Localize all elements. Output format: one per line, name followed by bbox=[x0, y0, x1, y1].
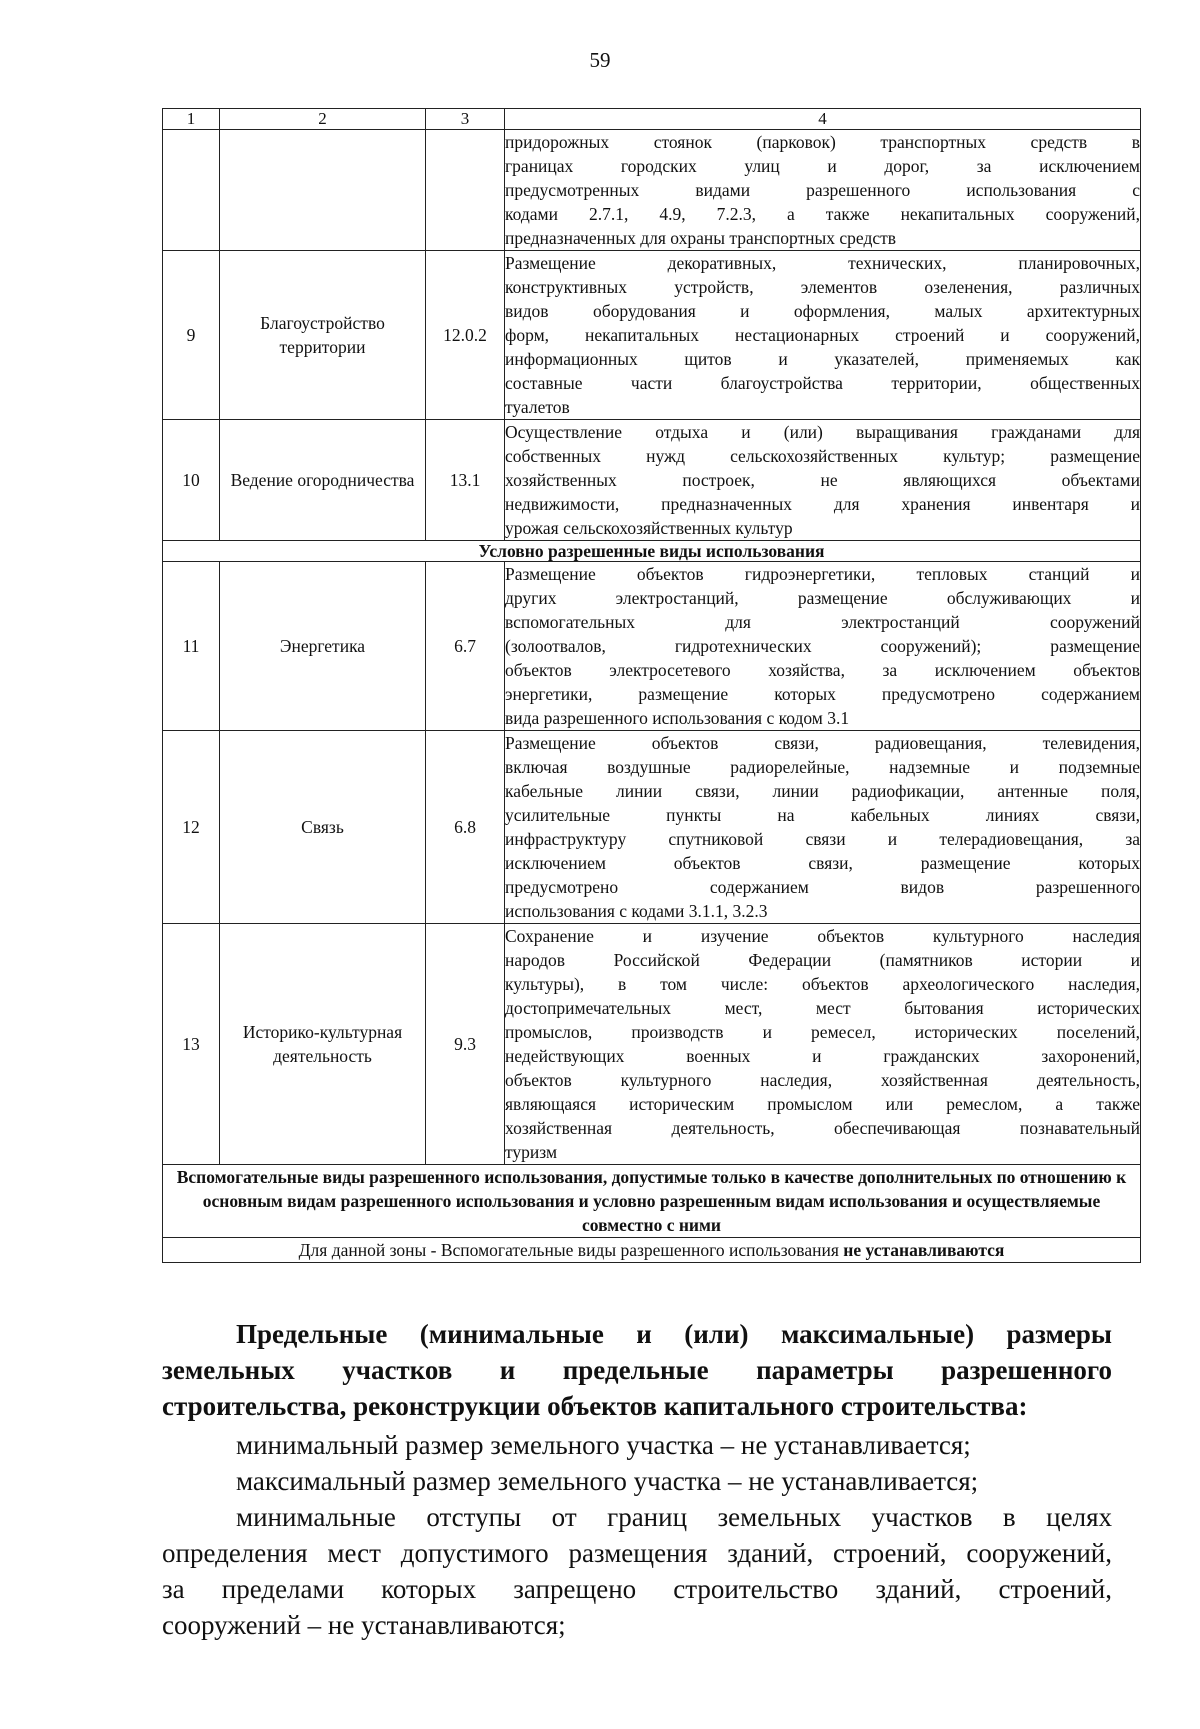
land-use-name: Благоустройство территории bbox=[220, 251, 426, 420]
description-line: видов оборудования и оформления, малых архитектурных bbox=[505, 301, 1140, 321]
setbacks-paragraph bbox=[162, 1499, 1112, 1643]
land-use-code: 9.3 bbox=[426, 924, 505, 1165]
note-row bbox=[163, 1238, 1141, 1263]
text-line: сооружений – не устанавливаются; bbox=[162, 1610, 566, 1640]
land-use-code: 12.0.2 bbox=[426, 251, 505, 420]
description-line: собственных нужд сельскохозяйственных культур; размещение bbox=[505, 446, 1140, 466]
description-line: предусмотрено содержанием видов разрешенного bbox=[505, 877, 1140, 897]
description-line: других электростанций, размещение обслуживающих и bbox=[505, 588, 1140, 608]
description-line: придорожных стоянок (парковок) транспортных средств в bbox=[505, 132, 1140, 152]
max-size-paragraph: максимальный размер земельного участка – не устанавливается; bbox=[236, 1466, 979, 1496]
description-line: хозяйственная деятельность, обеспечивающая познавательный bbox=[505, 1118, 1140, 1138]
land-use-description bbox=[505, 924, 1141, 1165]
table-row bbox=[163, 562, 1141, 731]
header-cell: 3 bbox=[426, 109, 505, 130]
land-use-code bbox=[426, 130, 505, 251]
land-use-description bbox=[505, 130, 1141, 251]
text-line: земельных участков и предельные параметры разрешенного bbox=[162, 1355, 1112, 1385]
min-size-paragraph: минимальный размер земельного участка – не устанавливается; bbox=[236, 1430, 971, 1460]
table-row bbox=[163, 251, 1141, 420]
description-line: кабельные линии связи, линии радиофикации, антенные поля, bbox=[505, 781, 1140, 801]
description-line: исключением объектов связи, размещение которых bbox=[505, 853, 1140, 873]
row-number: 12 bbox=[163, 731, 220, 924]
land-use-code: 13.1 bbox=[426, 420, 505, 541]
description-line: промыслов, производств и ремесел, исторических поселений, bbox=[505, 1022, 1140, 1042]
land-use-description bbox=[505, 420, 1141, 541]
description-line: инфраструктуру спутниковой связи и телерадиовещания, за bbox=[505, 829, 1140, 849]
text-line: за пределами которых запрещено строительство зданий, строений, bbox=[162, 1574, 1112, 1604]
text-line: определения мест допустимого размещения зданий, строений, сооружений, bbox=[162, 1538, 1112, 1568]
land-use-name: Ведение огородничества bbox=[220, 420, 426, 541]
description-line: недействующих военных и гражданских захоронений, bbox=[505, 1046, 1140, 1066]
table-row bbox=[163, 130, 1141, 251]
text-line: строительства, реконструкции объектов капитального строительства: bbox=[162, 1391, 1028, 1421]
description-line: народов Российской Федерации (памятников истории и bbox=[505, 950, 1140, 970]
table-body-conditional bbox=[163, 562, 1141, 1165]
row-number: 10 bbox=[163, 420, 220, 541]
description-line: недвижимости, предназначенных для хранения инвентаря и bbox=[505, 494, 1140, 514]
header-cell: 1 bbox=[163, 109, 220, 130]
table-body-main bbox=[163, 130, 1141, 541]
description-line: объектов электросетевого хозяйства, за исключением объектов bbox=[505, 660, 1140, 680]
description-line: (золоотвалов, гидротехнических сооружений); размещение bbox=[505, 636, 1140, 656]
land-use-code: 6.7 bbox=[426, 562, 505, 731]
header-cell: 4 bbox=[505, 109, 1141, 130]
description-line: вида разрешенного использования с кодом 3.1 bbox=[505, 708, 850, 728]
description-line: туризм bbox=[505, 1142, 558, 1162]
description-line: Осуществление отдыха и (или) выращивания гражданами для bbox=[505, 422, 1140, 442]
description-line: кодами 2.7.1, 4.9, 7.2.3, а также некапитальных сооружений, bbox=[505, 204, 1140, 224]
land-use-name bbox=[220, 130, 426, 251]
description-line: составные части благоустройства территории, общественных bbox=[505, 373, 1140, 393]
description-line: урожая сельскохозяйственных культур bbox=[505, 518, 793, 538]
description-line: являющаяся историческим промыслом или ремеслом, а также bbox=[505, 1094, 1140, 1114]
description-line: культуры), в том числе: объектов археологического наследия, bbox=[505, 974, 1140, 994]
description-line: предусмотренных видами разрешенного использования с bbox=[505, 180, 1140, 200]
table-header-row bbox=[163, 109, 1141, 130]
description-line: форм, некапитальных нестационарных строений и сооружений, bbox=[505, 325, 1140, 345]
section-auxiliary-heading: Вспомогательные виды разрешенного использования, допустимые только в качестве дополнительных по отношению к основным видам разрешенного использования и условно разрешенным видам использования и осуществляемые совместно с ними bbox=[163, 1165, 1141, 1238]
land-use-table bbox=[162, 108, 1141, 1263]
row-number: 11 bbox=[163, 562, 220, 731]
table-row bbox=[163, 731, 1141, 924]
description-line: достопримечательных мест, мест бытования исторических bbox=[505, 998, 1140, 1018]
description-line: границах городских улиц и дорог, за исключением bbox=[505, 156, 1140, 176]
description-line: включая воздушные радиорелейные, надземные и подземные bbox=[505, 757, 1140, 777]
page-number: 59 bbox=[589, 48, 611, 72]
note-bold-text: не устанавливаются bbox=[843, 1240, 1005, 1260]
limits-heading bbox=[162, 1316, 1112, 1424]
land-use-description bbox=[505, 251, 1141, 420]
header-cell: 2 bbox=[220, 109, 426, 130]
row-number: 9 bbox=[163, 251, 220, 420]
land-use-name: Связь bbox=[220, 731, 426, 924]
note-cell bbox=[163, 1238, 1141, 1263]
table-row bbox=[163, 420, 1141, 541]
row-number: 13 bbox=[163, 924, 220, 1165]
description-line: энергетики, размещение которых предусмотрено содержанием bbox=[505, 684, 1140, 704]
land-use-name: Историко-культурная деятельность bbox=[220, 924, 426, 1165]
description-line: информационных щитов и указателей, применяемых как bbox=[505, 349, 1140, 369]
table-row bbox=[163, 924, 1141, 1165]
note-text: Для данной зоны - Вспомогательные виды разрешенного использования bbox=[298, 1240, 844, 1260]
description-line: конструктивных устройств, элементов озеленения, различных bbox=[505, 277, 1140, 297]
row-number bbox=[163, 130, 220, 251]
description-line: Размещение декоративных, технических, планировочных, bbox=[505, 253, 1140, 273]
section-row bbox=[163, 541, 1141, 562]
section-row bbox=[163, 1165, 1141, 1238]
description-line: объектов культурного наследия, хозяйственная деятельность, bbox=[505, 1070, 1140, 1090]
text-line: минимальные отступы от границ земельных участков в целях bbox=[236, 1502, 1112, 1532]
description-line: использования с кодами 3.1.1, 3.2.3 bbox=[505, 901, 768, 921]
description-line: Размещение объектов гидроэнергетики, тепловых станций и bbox=[505, 564, 1140, 584]
description-line: хозяйственных построек, не являющихся объектами bbox=[505, 470, 1140, 490]
land-use-description bbox=[505, 731, 1141, 924]
description-line: усилительные пункты на кабельных линиях связи, bbox=[505, 805, 1140, 825]
description-line: Размещение объектов связи, радиовещания, телевидения, bbox=[505, 733, 1140, 753]
land-use-name: Энергетика bbox=[220, 562, 426, 731]
land-use-code: 6.8 bbox=[426, 731, 505, 924]
section-conditional-heading: Условно разрешенные виды использования bbox=[163, 541, 1141, 562]
description-line: туалетов bbox=[505, 397, 570, 417]
text-line: Предельные (минимальные и (или) максимальные) размеры bbox=[236, 1319, 1112, 1349]
land-use-description bbox=[505, 562, 1141, 731]
description-line: Сохранение и изучение объектов культурного наследия bbox=[505, 926, 1140, 946]
description-line: предназначенных для охраны транспортных средств bbox=[505, 228, 897, 248]
description-line: вспомогательных для электростанций сооружений bbox=[505, 612, 1140, 632]
